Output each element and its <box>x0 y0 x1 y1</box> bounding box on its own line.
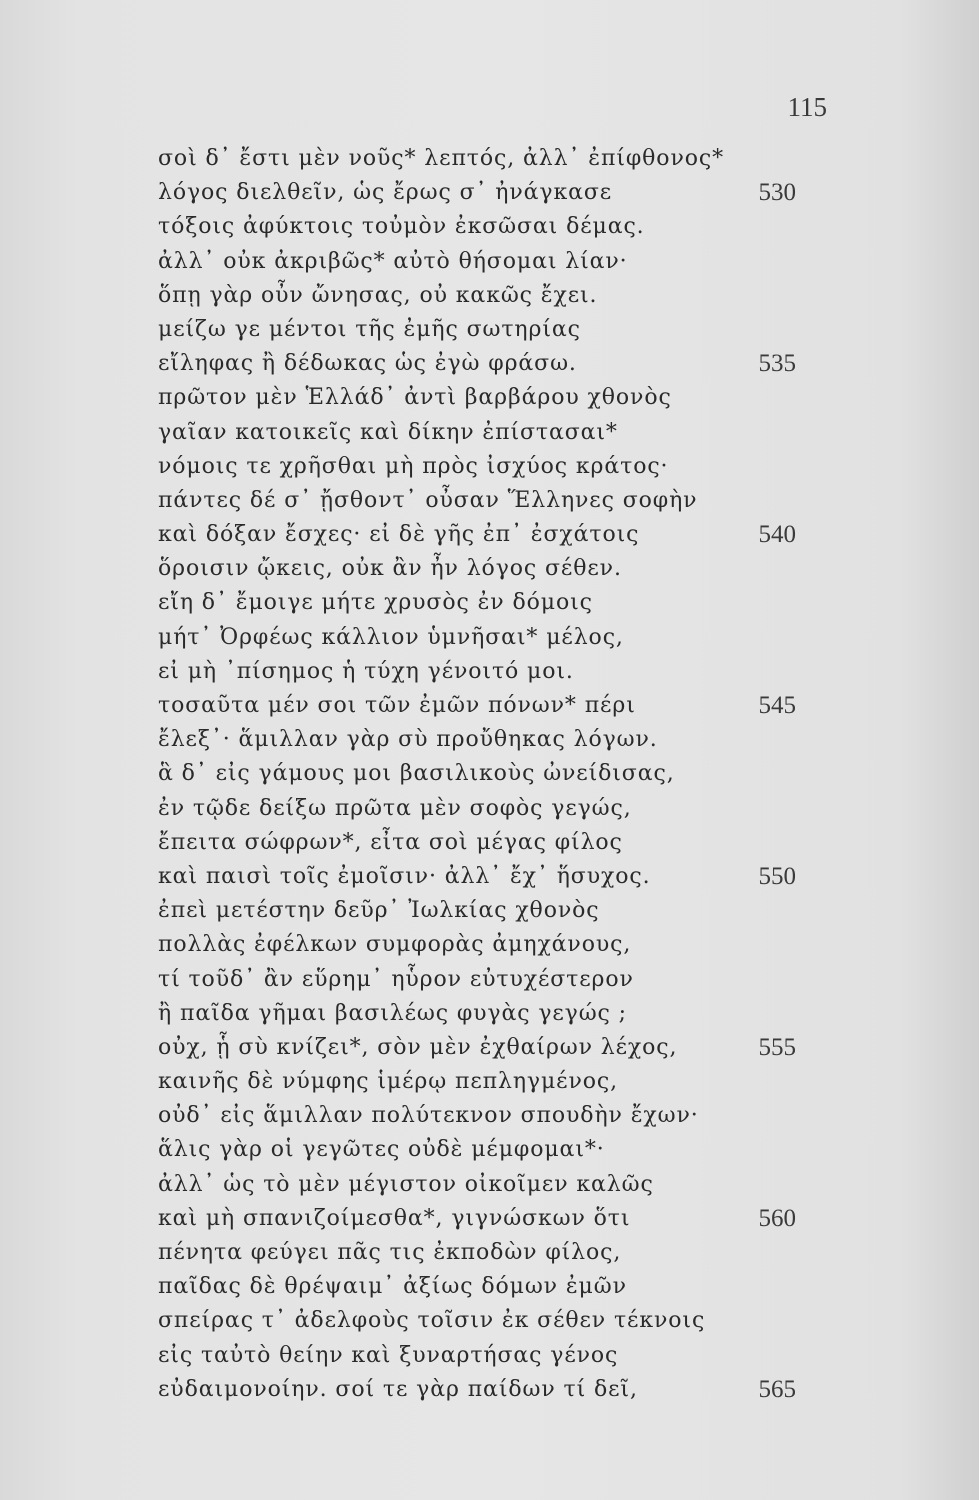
verse-line <box>158 1133 838 1167</box>
verse-line <box>158 997 838 1031</box>
verse-line <box>158 313 838 347</box>
verse-line <box>158 416 838 450</box>
verse-line <box>158 210 838 244</box>
line-number: 550 <box>758 862 796 890</box>
verse-line-text: τί τοῦδ᾽ ἂν εὕρημ᾽ ηὗρον εὐτυχέστερον <box>158 966 634 992</box>
verse-line-text: καὶ παισὶ τοῖς ἐμοῖσιν· ἀλλ᾽ ἔχ᾽ ἥσυχος. <box>158 863 651 889</box>
verse-line <box>158 689 838 723</box>
verse-line-text: ἀλλ᾽ οὐκ ἀκριβῶς* αὐτὸ θήσομαι λίαν· <box>158 248 628 274</box>
verse-line <box>158 142 838 176</box>
verse-line-text: ὅροισιν ᾤκεις, οὐκ ἂν ἦν λόγος σέθεν. <box>158 556 622 582</box>
verse-line-text: οὐδ᾽ εἰς ἅμιλλαν πολύτεκνον σπουδὴν ἔχων· <box>158 1103 699 1129</box>
verse-line-text: ἃ δ᾽ εἰς γάμους μοι βασιλικοὺς ὠνείδισας, <box>158 761 675 787</box>
verse-line-text: οὐχ, ᾗ σὺ κνίζει*, σὸν μὲν ἐχθαίρων λέχος, <box>158 1034 678 1060</box>
verse-line <box>158 928 838 962</box>
verse-line <box>158 1065 838 1099</box>
verse-line-text: μείζω γε μέντοι τῆς ἐμῆς σωτηρίας <box>158 316 581 342</box>
verse-line-text: νόμοις τε χρῆσθαι μὴ πρὸς ἰσχύος κράτος· <box>158 453 669 479</box>
verse-line-text: πρῶτον μὲν Ἑλλάδ᾽ ἀντὶ βαρβάρου χθονὸς <box>158 385 672 411</box>
verse-line-text: καὶ δόξαν ἔσχες· εἰ δὲ γῆς ἐπ᾽ ἐσχάτοις <box>158 522 640 548</box>
verse-line-text: πένητα φεύγει πᾶς τις ἐκποδὼν φίλος, <box>158 1240 622 1265</box>
verse-line-text: σοὶ δ᾽ ἔστι μὲν νοῦς* λεπτός, ἀλλ᾽ ἐπίφθονος* <box>158 146 724 171</box>
verse-line <box>158 381 838 415</box>
verse-line <box>158 484 838 518</box>
verse-line-text: καὶ μὴ σπανιζοίμεσθα*, γιγνώσκων ὅτι <box>158 1205 631 1231</box>
verse-line <box>158 655 838 689</box>
verse-line <box>158 1270 838 1304</box>
verse-text <box>158 142 838 1407</box>
verse-line-text: ἅλις γὰρ οἱ γεγῶτες οὐδὲ μέμφομαι*· <box>158 1137 605 1163</box>
verse-line-text: ἢ παῖδα γῆμαι βασιλέως φυγὰς γεγώς ; <box>158 1000 627 1026</box>
verse-line-text: παῖδας δὲ θρέψαιμ᾽ ἀξίως δόμων ἐμῶν <box>158 1274 627 1300</box>
verse-line <box>158 894 838 928</box>
verse-line <box>158 621 838 655</box>
verse-line-text: μήτ᾽ Ὀρφέως κάλλιον ὑμνῆσαι* μέλος, <box>158 624 624 650</box>
line-number: 545 <box>758 692 796 719</box>
verse-line <box>158 1236 838 1270</box>
verse-line-text: ἀλλ᾽ ὡς τὸ μὲν μέγιστον οἰκοῖμεν καλῶς <box>158 1171 654 1197</box>
verse-line-text: σπείρας τ᾽ ἀδελφοὺς τοῖσιν ἐκ σέθεν τέκνοις <box>158 1308 706 1334</box>
verse-line-text: εἰς ταὐτὸ θείην καὶ ξυναρτήσας γένος <box>158 1342 619 1368</box>
verse-line-text: ἔλεξ᾽· ἅμιλλαν γὰρ σὺ προὔθηκας λόγων. <box>158 727 658 753</box>
verse-line-text: εἰ μὴ ᾽πίσημος ἡ τύχη γένοιτό μοι. <box>158 658 574 684</box>
line-number: 565 <box>758 1375 796 1403</box>
verse-line-text: ὅπῃ γὰρ οὖν ὤνησας, οὐ κακῶς ἔχει. <box>158 282 598 308</box>
verse-line-text: ἐν τῷδε δείξω πρῶτα μὲν σοφὸς γεγώς, <box>158 795 632 821</box>
verse-line <box>158 1304 838 1338</box>
line-number: 535 <box>758 350 796 378</box>
verse-line <box>158 860 838 894</box>
verse-line <box>158 792 838 826</box>
verse-line-text: γαῖαν κατοικεῖς καὶ δίκην ἐπίστασαι* <box>158 419 618 445</box>
verse-line <box>158 586 838 620</box>
verse-line-text: καινῆς δὲ νύμφης ἱμέρῳ πεπληγμένος, <box>158 1069 618 1095</box>
verse-line <box>158 279 838 313</box>
verse-line <box>158 347 838 381</box>
verse-line <box>158 1031 838 1065</box>
verse-line-text: λόγος διελθεῖν, ὡς ἔρως σ᾽ ἠνάγκασε <box>158 180 613 206</box>
verse-line <box>158 826 838 860</box>
verse-line <box>158 1373 838 1407</box>
verse-line <box>158 450 838 484</box>
verse-line-text: εὐδαιμονοίην. σοί τε γὰρ παίδων τί δεῖ, <box>158 1376 638 1402</box>
line-number: 560 <box>758 1204 796 1232</box>
verse-line-text: εἴληφας ἢ δέδωκας ὡς ἐγὼ φράσω. <box>158 351 577 377</box>
verse-line-text: τοσαῦτα μέν σοι τῶν ἐμῶν πόνων* πέρι <box>158 693 636 718</box>
verse-line-text: τόξοις ἀφύκτοις τοὐμὸν ἐκσῶσαι δέμας. <box>158 214 645 240</box>
verse-line <box>158 518 838 552</box>
line-number: 530 <box>758 179 796 207</box>
verse-line <box>158 963 838 997</box>
line-number: 555 <box>758 1033 796 1061</box>
verse-line <box>158 552 838 586</box>
page-number: 115 <box>787 92 827 122</box>
verse-line-text: εἴη δ᾽ ἔμοιγε μήτε χρυσὸς ἐν δόμοις <box>158 590 593 616</box>
verse-line <box>158 757 838 791</box>
verse-line <box>158 245 838 279</box>
verse-line <box>158 1339 838 1373</box>
verse-line <box>158 176 838 210</box>
verse-line-text: πολλὰς ἐφέλκων συμφορὰς ἀμηχάνους, <box>158 932 632 958</box>
verse-line-text: πάντες δέ σ᾽ ᾔσθοντ᾽ οὖσαν Ἕλληνες σοφὴν <box>158 487 698 513</box>
verse-line <box>158 1202 838 1236</box>
line-number: 540 <box>758 521 796 549</box>
verse-line <box>158 1168 838 1202</box>
verse-line-text: ἐπεὶ μετέστην δεῦρ᾽ Ἰωλκίας χθονὸς <box>158 898 600 924</box>
verse-line <box>158 723 838 757</box>
verse-line-text: ἔπειτα σώφρων*, εἶτα σοὶ μέγας φίλος <box>158 829 623 855</box>
verse-line <box>158 1099 838 1133</box>
